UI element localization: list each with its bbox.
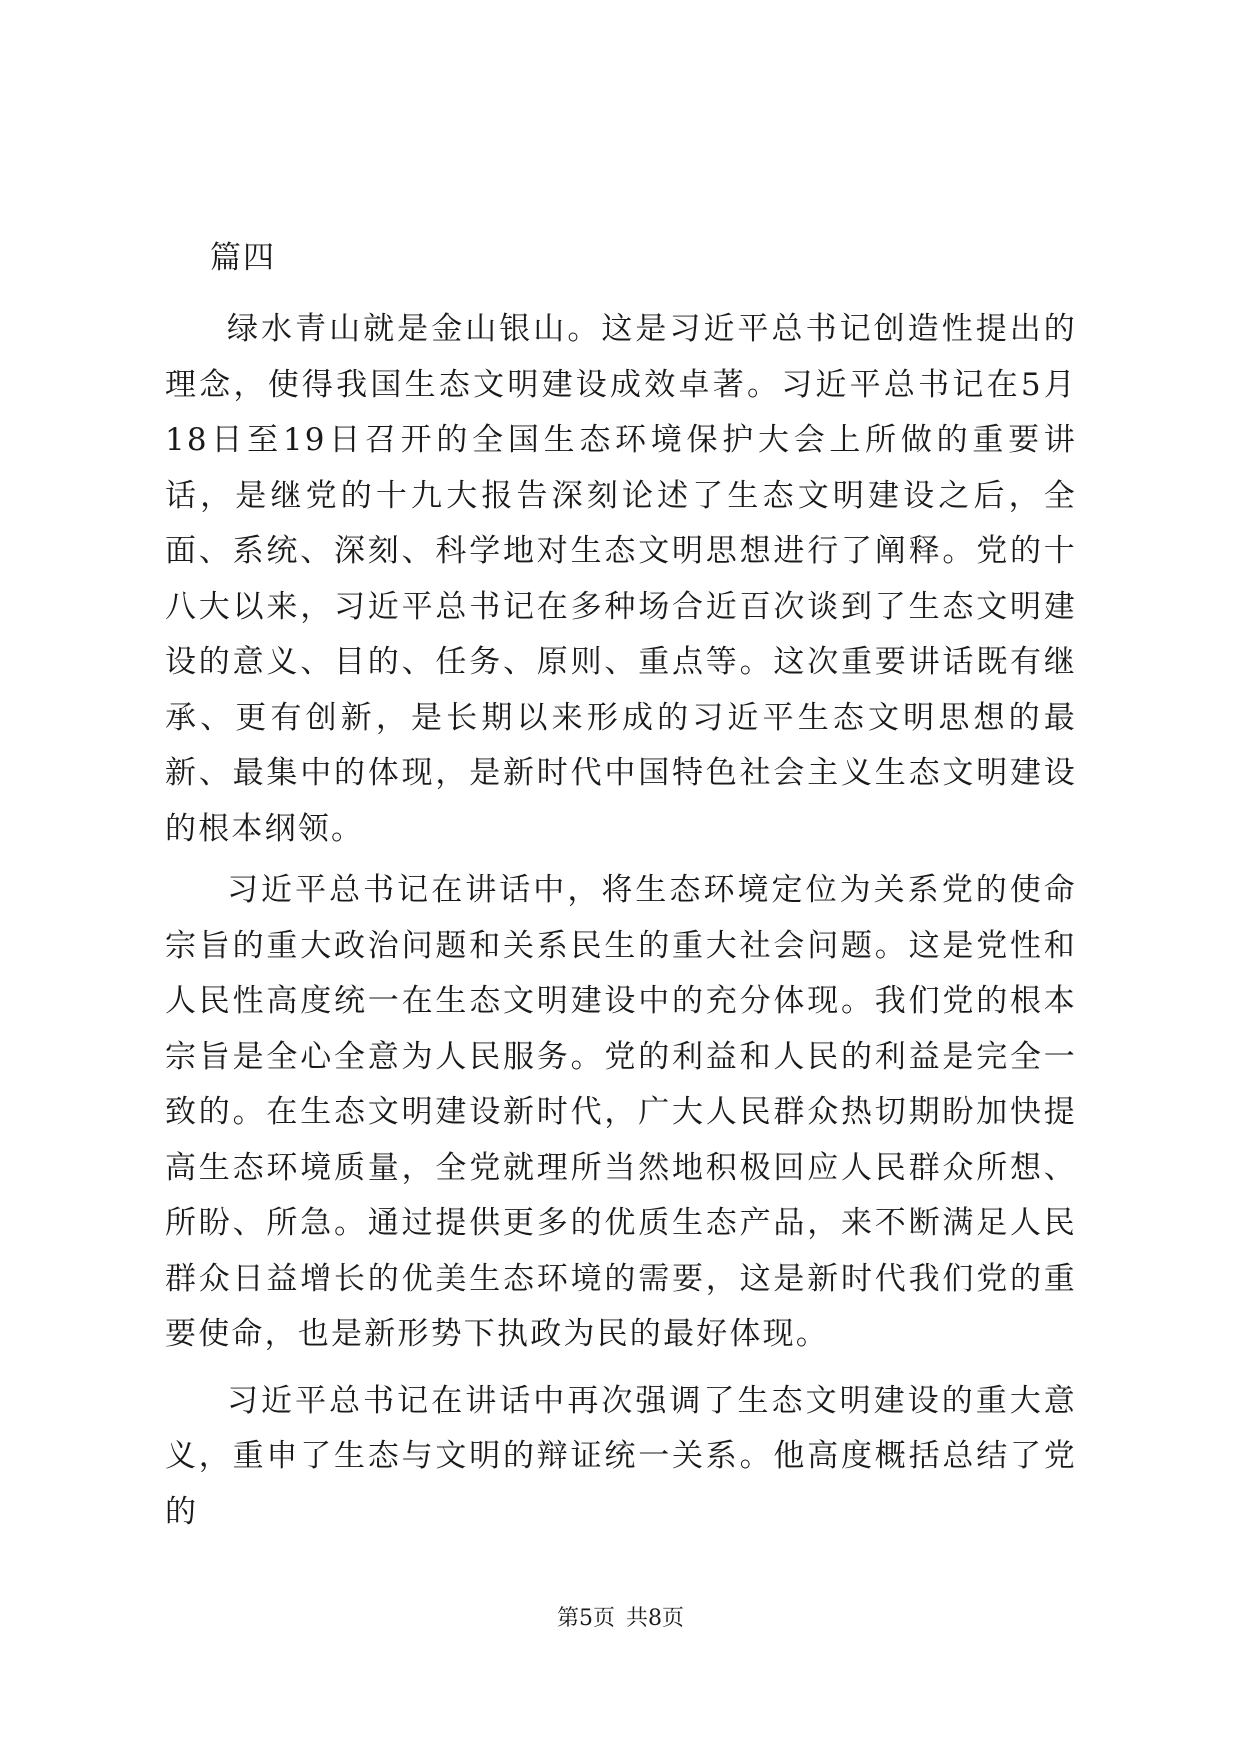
section-heading: 篇四 xyxy=(210,240,276,276)
paragraph-1: 绿水青山就是金山银山。这是习近平总书记创造性提出的理念，使得我国生态文明建设成效卓著。习近平总书记在5月18日至19日召开的全国生态环境保护大会上所做的重要讲话，是继党的十九大报告深刻论述了生态文明建设之后，全面、系统、深刻、科学地对生态文明思想进行了阐释。党的十八大以来，习近平总书记在多种场合近百次谈到了生态文明建设的意义、目的、任务、原则、重点等。这次重要讲话既有继承、更有创新，是长期以来形成的习近平生态文明思想的最新、最集中的体现，是新时代中国特色社会主义生态文明建设的根本纲领。 xyxy=(165,311,1077,847)
paragraph-2: 习近平总书记在讲话中，将生态环境定位为关系党的使命宗旨的重大政治问题和关系民生的重大社会问题。这是党性和人民性高度统一在生态文明建设中的充分体现。我们党的根本宗旨是全心全意为人民服务。党的利益和人民的利益是完全一致的。在生态文明建设新时代，广大人民群众热切期盼加快提高生态环境质量，全党就理所当然地积极回应人民群众所想、所盼、所急。通过提供更多的优质生态产品，来不断满足人民群众日益增长的优美生态环境的需要，这是新时代我们党的重要使命，也是新形势下执政为民的最好体现。 xyxy=(165,872,1077,1352)
paragraph-3: 习近平总书记在讲话中再次强调了生态文明建设的重大意义，重申了生态与文明的辩证统一关系。他高度概括总结了党的 xyxy=(165,1382,1077,1530)
page-number-footer: 第5页 共8页 xyxy=(557,1606,684,1631)
document-body xyxy=(165,302,1077,1550)
